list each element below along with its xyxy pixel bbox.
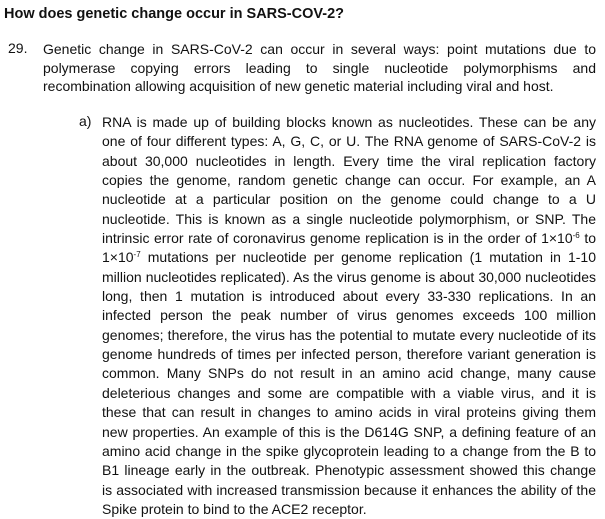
subparagraph-text-part-3: mutations per nucleotide per genome replication (1 mutation in 1-10 million nucleotides replicated). As the virus genome is about 30,000 nucleotides long, then 1 mutation is introduced about every 33-330 replications. In an infected person the peak number of virus genomes exceeds 100 million genomes; therefore, the virus has the potential to mutate every nucleotide of its genome hundreds of times per infected person, therefore variant generation is common. Many SNPs do not result in an amino acid change, many cause deleterious changes and some are compatible with a viable virus, and it is these that can result in changes to amino acids in viral proteins giving them new properties. An example of this is the D614G SNP, a defining feature of an amino acid change in the spike glycoprotein leading to a change from the B to B1 lineage early in the outbreak. Phenotypic assessment showed this change is associated with increased transmission because it enhances the ability of the Spike protein to bind to the ACE2 receptor. <box>102 249 596 517</box>
subparagraph-text-part-2: to 1×10 <box>102 230 596 266</box>
section-heading: How does genetic change occur in SARS-COV-2? <box>4 6 345 22</box>
subparagraph-body <box>102 113 596 519</box>
exponent-1: -6 <box>572 231 580 241</box>
subparagraph-text-part-1: RNA is made up of building blocks known as nucleotides. These can be any one of four different types: A, G, C, or U. The RNA genome of SARS-CoV-2 is about 30,000 nucleotides in length. Every time the viral replication factory copies the genome, random genetic change can occur. For example, an A nucleotide at a particular position on the genome could change to a U nucleotide. This is known as a single nucleotide polymorphism, or SNP. The intrinsic error rate of coronavirus genome replication is in the order of 1×10 <box>102 114 596 247</box>
paragraph-number: 29. <box>8 40 28 56</box>
subparagraph-label: a) <box>79 113 92 129</box>
exponent-2: -7 <box>133 250 141 260</box>
paragraph-text: Genetic change in SARS-CoV-2 can occur in several ways: point mutations due to polymerase copying errors leading to single nucleotide polymorphisms and recombination allowing acquisition of new genetic material including viral and host. <box>43 41 596 94</box>
